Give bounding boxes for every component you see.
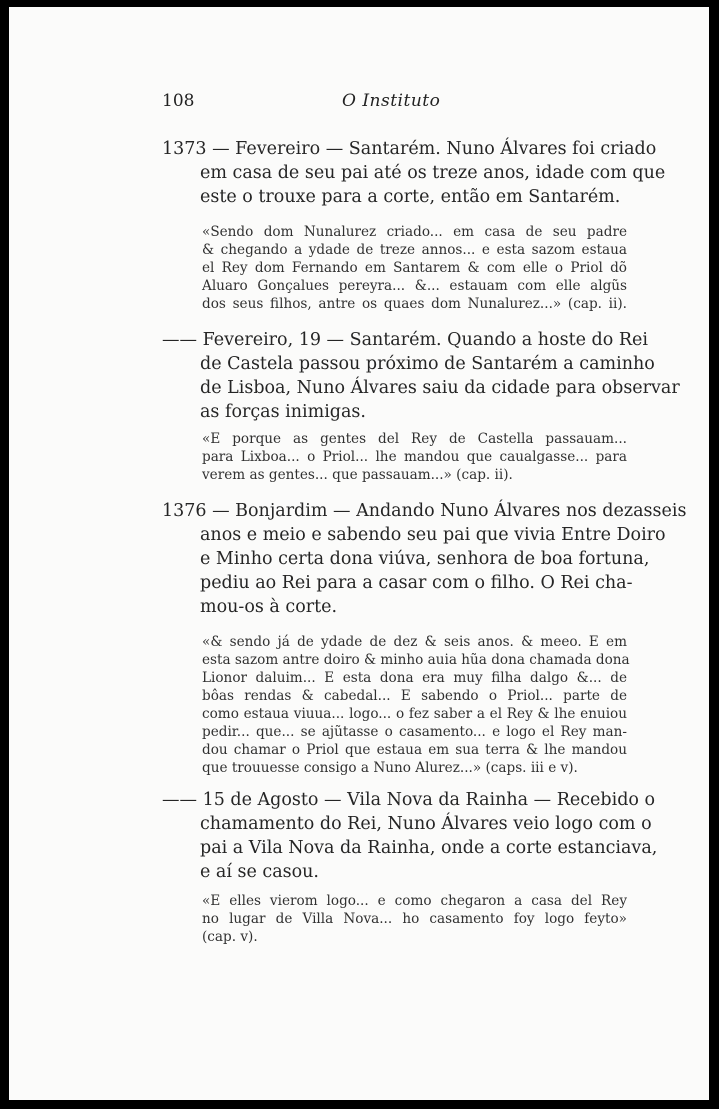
quote-line: & chegando a ydade de treze annos... e esta sazom estaua: [202, 242, 627, 258]
entry-line: de Lisboa, Nuno Álvares saiu da cidade para observar: [200, 378, 680, 398]
entry-line: em casa de seu pai até os treze anos, idade com que: [200, 163, 666, 183]
quote-line: «& sendo já de ydade de dez & seis anos. & meeo. E em: [202, 634, 627, 650]
quote-line: «E elles vierom logo... e como chegaron a casa del Rey: [202, 893, 627, 909]
entry-line: 1373 — Fevereiro — Santarém. Nuno Álvares foi criado: [162, 139, 657, 159]
running-header: [162, 91, 709, 115]
quote-line: el Rey dom Fernando em Santarem & com elle o Priol dõ: [202, 260, 627, 276]
quote-line: verem as gentes... que passauam...» (cap. ii).: [202, 467, 513, 483]
entry-line: chamamento do Rei, Nuno Álvares veio logo com o: [200, 814, 652, 834]
running-title: O Instituto: [342, 91, 441, 111]
quote-line: Aluaro Gonçalues pereyra... &... estauam com elle algũs: [202, 278, 627, 294]
book-page: [9, 7, 709, 1100]
quote-line: como estaua viuua... logo... o fez saber a el Rey & lhe enuiou: [202, 706, 627, 722]
entry-line: —— Fevereiro, 19 — Santarém. Quando a hoste do Rei: [162, 330, 648, 350]
quote-line: pedir... que... se ajũtasse o casamento... e logo el Rey man-: [202, 724, 627, 740]
quote-line: esta sazom antre doiro & minho auia hũa dona chamada dona: [202, 652, 630, 668]
quote-line: para Lixboa... o Priol... lhe mandou que caualgasse... para: [202, 449, 627, 465]
quote-line: dos seus filhos, antre os quaes dom Nunalurez...» (cap. ii).: [202, 296, 627, 312]
entry-line: 1376 — Bonjardim — Andando Nuno Álvares nos dezasseis: [162, 501, 687, 521]
entry-line: pai a Vila Nova da Rainha, onde a corte estanciava,: [200, 838, 658, 858]
quote-line: bôas rendas & cabedal... E sabendo o Priol... parte de: [202, 688, 627, 704]
page-number: 108: [162, 91, 195, 111]
quote-line: dou chamar o Priol que estaua em sua terra & lhe mandou: [202, 742, 627, 758]
entry-line: pediu ao Rei para a casar com o filho. O Rei cha-: [200, 573, 633, 593]
entry-line: mou-os à corte.: [200, 597, 338, 617]
entry-line: —— 15 de Agosto — Vila Nova da Rainha — Recebido o: [162, 790, 656, 810]
quote-line: Lionor daluim... E esta dona era muy filha dalgo &... de: [202, 670, 627, 686]
quote-line: que trouuesse consigo a Nuno Alurez...» (caps. iii e v).: [202, 760, 578, 776]
entry-line: e aí se casou.: [200, 862, 319, 882]
entry-line: este o trouxe para a corte, então em Santarém.: [200, 187, 621, 207]
entry-line: de Castela passou próximo de Santarém a caminho: [200, 354, 655, 374]
entry-line: e Minho certa dona viúva, senhora de boa fortuna,: [200, 549, 650, 569]
quote-line: «Sendo dom Nunalurez criado... em casa de seu padre: [202, 224, 627, 240]
quote-line: «E porque as gentes del Rey de Castella passauam...: [202, 431, 627, 447]
entry-line: anos e meio e sabendo seu pai que vivia Entre Doiro: [200, 525, 666, 545]
quote-line: (cap. v).: [202, 929, 258, 945]
entry-line: as forças inimigas.: [200, 402, 366, 422]
quote-line: no lugar de Villa Nova... ho casamento foy logo feyto»: [202, 911, 627, 927]
